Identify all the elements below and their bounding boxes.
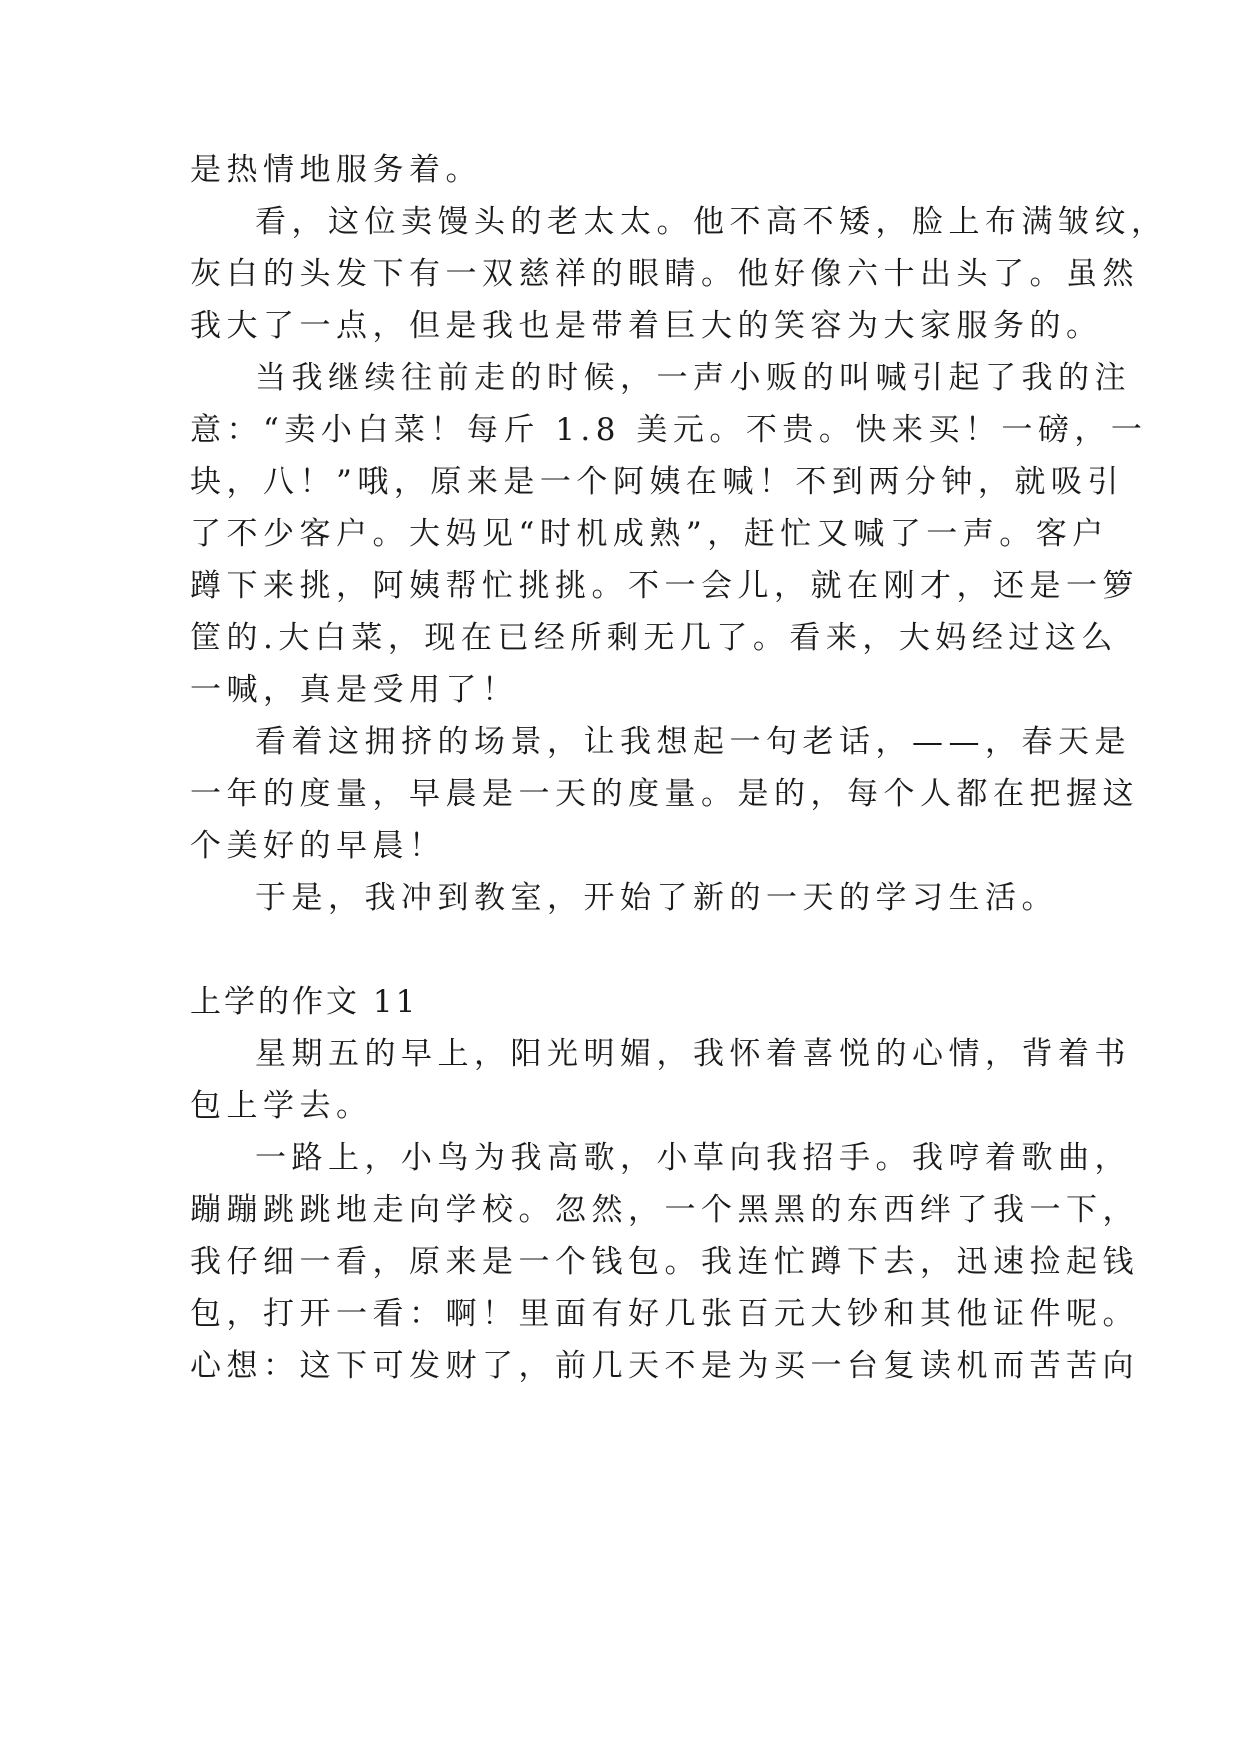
text-line: 心想：这下可发财了，前几天不是为买一台复读机而苦苦向 bbox=[190, 1348, 1139, 1384]
text-line: 看着这拥挤的场景，让我想起一句老话，——，春天是 bbox=[255, 724, 1131, 760]
text-line: 一年的度量，早晨是一天的度量。是的，每个人都在把握这 bbox=[190, 776, 1139, 812]
text-line: 包上学去。 bbox=[190, 1088, 373, 1124]
text-line: 个美好的早晨！ bbox=[190, 828, 446, 864]
text-line: 了不少客户。大妈见“时机成熟”，赶忙又喊了一声。客户 bbox=[190, 516, 1109, 552]
text-line: 意：“卖小白菜！每斤 1.8 美元。不贵。快来买！一磅，一 bbox=[190, 412, 1148, 448]
text-line: 灰白的头发下有一双慈祥的眼睛。他好像六十出头了。虽然 bbox=[190, 256, 1139, 292]
text-line: 看，这位卖馒头的老太太。他不高不矮，脸上布满皱纹， bbox=[255, 204, 1168, 240]
text-line: 我大了一点，但是我也是带着巨大的笑容为大家服务的。 bbox=[190, 308, 1103, 344]
section-title: 上学的作文 11 bbox=[190, 984, 419, 1020]
text-line: 星期五的早上，阳光明媚，我怀着喜悦的心情，背着书 bbox=[255, 1036, 1131, 1072]
text-line: 我仔细一看，原来是一个钱包。我连忙蹲下去，迅速捡起钱 bbox=[190, 1244, 1139, 1280]
text-line: 蹦蹦跳跳地走向学校。忽然，一个黑黑的东西绊了我一下， bbox=[190, 1192, 1139, 1228]
text-line: 筐的.大白菜，现在已经所剩无几了。看来，大妈经过这么 bbox=[190, 620, 1118, 656]
text-line: 蹲下来挑，阿姨帮忙挑挑。不一会儿，就在刚才，还是一箩 bbox=[190, 568, 1139, 604]
text-line: 于是，我冲到教室，开始了新的一天的学习生活。 bbox=[255, 880, 1058, 916]
text-line: 一路上，小鸟为我高歌，小草向我招手。我哼着歌曲， bbox=[255, 1140, 1131, 1176]
text-line: 块，八！”哦，原来是一个阿姨在喊！不到两分钟，就吸引 bbox=[190, 464, 1124, 500]
text-line: 当我继续往前走的时候，一声小贩的叫喊引起了我的注 bbox=[255, 360, 1131, 396]
text-line: 包，打开一看：啊！里面有好几张百元大钞和其他证件呢。 bbox=[190, 1296, 1139, 1332]
text-line: 一喊，真是受用了！ bbox=[190, 672, 519, 708]
text-line: 是热情地服务着。 bbox=[190, 152, 482, 188]
